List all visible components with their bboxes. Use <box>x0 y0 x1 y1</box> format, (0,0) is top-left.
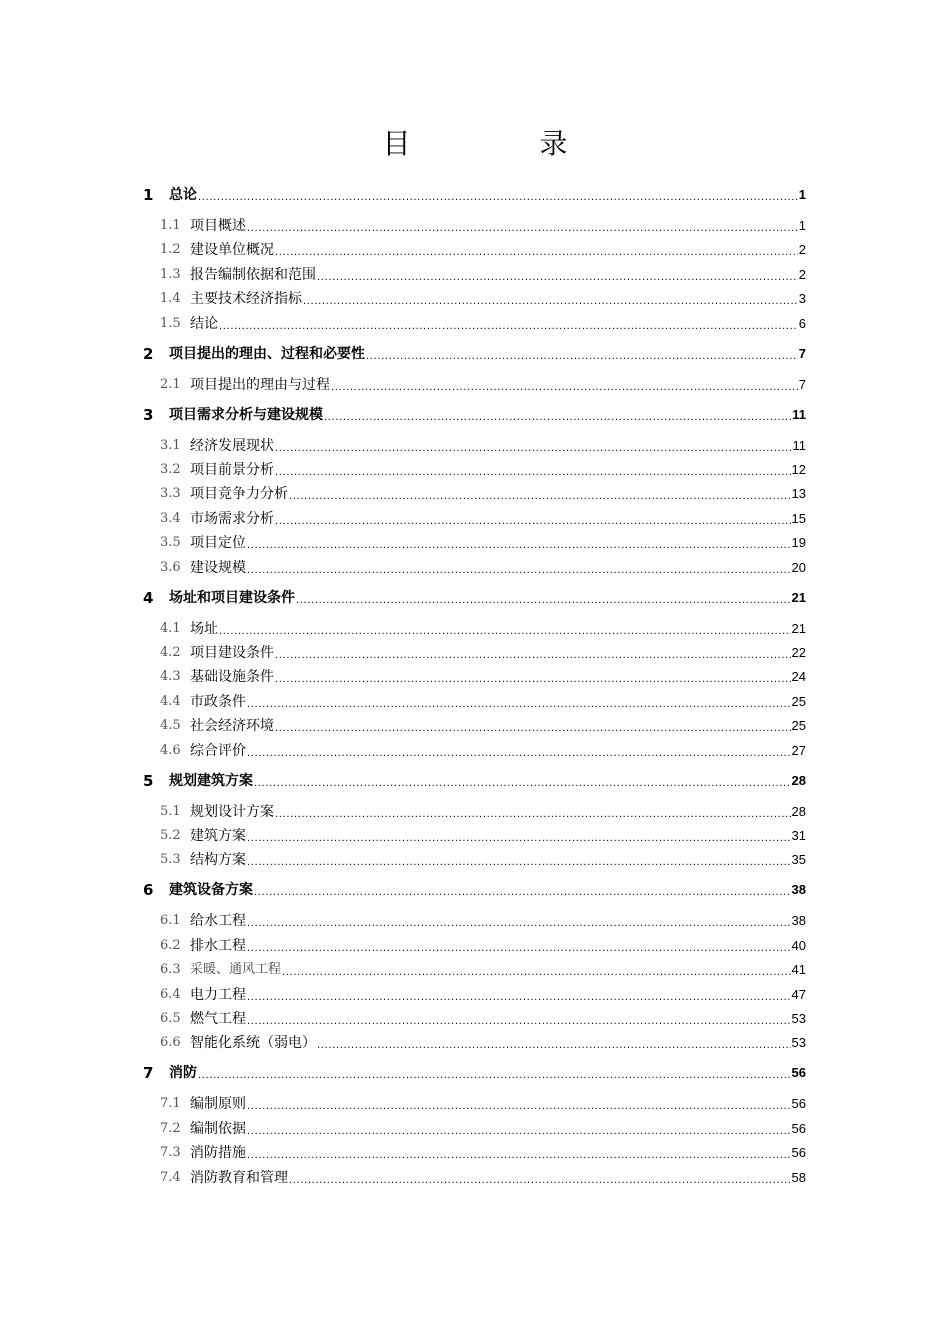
toc-dot-leader <box>275 435 792 457</box>
toc-section-entry[interactable] <box>160 313 806 335</box>
toc-dot-leader <box>254 770 791 792</box>
toc-dot-leader <box>317 264 798 286</box>
toc-entry-number: 6.5 <box>160 1011 181 1026</box>
toc-entry-number: 1 <box>143 186 154 204</box>
toc-entry-page: 2 <box>798 266 806 282</box>
toc-entry-label: 结构方案 <box>190 852 246 869</box>
toc-entry-label: 建筑设备方案 <box>169 882 253 899</box>
toc-entry-number: 1.2 <box>160 242 181 258</box>
toc-entry-number: 3.1 <box>160 437 181 453</box>
toc-entry-number: 4.2 <box>160 645 181 660</box>
toc-entry-page: 15 <box>791 510 806 526</box>
toc-entry-number: 3.2 <box>160 462 181 477</box>
toc-chapter-entry[interactable] <box>143 343 806 365</box>
toc-entry-label: 综合评价 <box>190 742 246 759</box>
toc-entry-number: 4.3 <box>160 669 181 685</box>
toc-entry-page: 6 <box>798 315 806 331</box>
toc-entry-page: 28 <box>791 772 806 788</box>
toc-entry-number: 4.5 <box>160 718 181 734</box>
toc-section-entry[interactable] <box>160 1142 806 1164</box>
toc-entry-page: 40 <box>791 937 806 953</box>
toc-dot-leader <box>275 801 791 823</box>
toc-dot-leader <box>289 483 791 505</box>
toc-entry-page: 47 <box>791 986 806 1002</box>
toc-entry-page: 38 <box>791 882 806 898</box>
toc-dot-leader <box>247 849 791 871</box>
toc-entry-page: 3 <box>798 291 806 307</box>
toc-entry-page: 11 <box>792 406 806 422</box>
toc-dot-leader <box>275 239 798 261</box>
toc-section-entry[interactable] <box>160 1093 806 1115</box>
toc-dot-leader <box>331 374 798 396</box>
toc-entry-number: 7.4 <box>160 1169 181 1185</box>
toc-entry-label: 报告编制依据和范围 <box>190 266 316 283</box>
toc-entry-number: 7.3 <box>160 1145 181 1161</box>
toc-dot-leader <box>247 557 791 579</box>
toc-entry-label: 项目提出的理由、过程和必要性 <box>169 345 365 362</box>
toc-section-entry[interactable] <box>160 825 806 847</box>
toc-entry-page: 56 <box>791 1145 806 1161</box>
toc-section-entry[interactable] <box>160 984 806 1006</box>
toc-entry-page: 53 <box>791 1011 806 1026</box>
toc-entry-page: 13 <box>791 486 806 502</box>
toc-entry-page: 56 <box>791 1096 806 1112</box>
toc-section-entry[interactable] <box>160 239 806 261</box>
toc-dot-leader <box>282 959 791 981</box>
toc-entry-page: 7 <box>798 345 806 361</box>
toc-dot-leader <box>275 715 791 737</box>
toc-dot-leader <box>198 1062 791 1084</box>
toc-section-entry[interactable] <box>160 1118 806 1140</box>
toc-section-entry[interactable] <box>160 715 806 737</box>
toc-entry-label: 项目建设条件 <box>190 645 274 661</box>
toc-entry-number: 6.4 <box>160 986 181 1002</box>
toc-entry-page: 28 <box>791 803 806 819</box>
toc-entry-label: 消防措施 <box>190 1145 246 1162</box>
toc-chapter-entry[interactable] <box>143 184 806 206</box>
toc-dot-leader <box>247 691 791 713</box>
toc-entry-number: 7 <box>143 1064 154 1083</box>
toc-entry-label: 排水工程 <box>190 937 246 954</box>
toc-dot-leader <box>219 618 791 640</box>
toc-entry-page: 35 <box>791 852 806 868</box>
toc-dot-leader <box>219 313 798 335</box>
toc-entry-label: 建筑方案 <box>190 828 246 844</box>
toc-entry-page: 19 <box>791 535 806 551</box>
toc-entry-label: 结论 <box>190 315 218 332</box>
toc-entry-number: 1.1 <box>160 218 181 233</box>
toc-dot-leader <box>247 910 791 932</box>
toc-entry-number: 6.6 <box>160 1035 181 1051</box>
toc-section-entry[interactable] <box>160 288 806 310</box>
toc-entry-number: 6.1 <box>160 913 181 929</box>
toc-entry-number: 1.4 <box>160 291 181 307</box>
toc-entry-label: 项目需求分析与建设规模 <box>169 406 323 423</box>
toc-section-entry[interactable] <box>160 215 806 237</box>
toc-entry-page: 41 <box>791 962 806 978</box>
toc-dot-leader <box>366 343 798 365</box>
toc-entry-label: 市场需求分析 <box>190 510 274 527</box>
toc-section-entry[interactable] <box>160 1032 806 1054</box>
toc-dot-leader <box>247 984 791 1006</box>
toc-dot-leader <box>275 459 791 481</box>
toc-entry-number: 7.2 <box>160 1120 181 1136</box>
toc-entry-page: 1 <box>798 187 806 202</box>
toc-dot-leader <box>247 1008 791 1030</box>
toc-dot-leader <box>275 666 791 688</box>
toc-section-entry[interactable] <box>160 1167 806 1189</box>
toc-entry-page: 21 <box>791 620 806 636</box>
page-title: 目 录 <box>382 127 628 160</box>
toc-chapter-entry[interactable] <box>143 879 806 901</box>
toc-section-entry[interactable] <box>160 374 806 396</box>
toc-section-entry[interactable] <box>160 618 806 640</box>
toc-entry-label: 社会经济环境 <box>190 718 274 735</box>
toc-entry-label: 项目前景分析 <box>190 462 274 478</box>
toc-dot-leader <box>296 587 791 609</box>
toc-entry-page: 56 <box>791 1120 806 1136</box>
toc-section-entry[interactable] <box>160 666 806 688</box>
toc-dot-leader <box>317 1032 791 1054</box>
toc-entry-page: 22 <box>791 645 806 660</box>
toc-entry-number: 6.2 <box>160 937 181 953</box>
toc-entry-label: 采暖、通风工程 <box>190 962 282 978</box>
toc-entry-number: 4.4 <box>160 693 181 709</box>
toc-section-entry[interactable] <box>160 459 806 481</box>
toc-entry-label: 规划建筑方案 <box>169 772 253 789</box>
toc-dot-leader <box>247 935 791 957</box>
toc-entry-number: 4.1 <box>160 620 181 636</box>
toc-section-entry[interactable] <box>160 849 806 871</box>
toc-dot-leader <box>247 825 791 847</box>
toc-entry-number: 5.3 <box>160 852 181 868</box>
toc-entry-number: 2 <box>143 344 154 363</box>
toc-entry-label: 总论 <box>169 187 197 203</box>
toc-section-entry[interactable] <box>160 801 806 823</box>
toc-entry-number: 6 <box>143 881 154 900</box>
toc-entry-page: 25 <box>791 693 806 709</box>
toc-section-entry[interactable] <box>160 959 806 981</box>
toc-dot-leader <box>289 1167 791 1189</box>
toc-entry-label: 基础设施条件 <box>190 669 274 686</box>
toc-section-entry[interactable] <box>160 910 806 932</box>
toc-entry-page: 21 <box>791 589 806 605</box>
toc-entry-label: 规划设计方案 <box>190 803 274 820</box>
toc-dot-leader <box>247 532 791 554</box>
toc-entry-number: 4 <box>143 588 154 607</box>
toc-dot-leader <box>247 1118 791 1140</box>
toc-entry-number: 5 <box>143 771 154 790</box>
toc-entry-label: 项目定位 <box>190 535 246 552</box>
toc-entry-page: 11 <box>792 437 806 453</box>
toc-entry-number: 4.6 <box>160 742 181 758</box>
toc-chapter-entry[interactable] <box>143 404 806 426</box>
toc-section-entry[interactable] <box>160 508 806 530</box>
toc-section-entry[interactable] <box>160 264 806 286</box>
toc-entry-label: 编制依据 <box>190 1120 246 1137</box>
toc-entry-number: 3.5 <box>160 535 181 551</box>
toc-entry-page: 53 <box>791 1035 806 1051</box>
toc-section-entry[interactable] <box>160 642 806 664</box>
toc-dot-leader <box>247 1093 791 1115</box>
toc-entry-page: 7 <box>798 376 806 392</box>
toc-dot-leader <box>254 879 791 901</box>
toc-dot-leader <box>247 1142 791 1164</box>
toc-entry-page: 56 <box>791 1065 806 1081</box>
toc-section-entry[interactable] <box>160 740 806 762</box>
toc-section-entry[interactable] <box>160 435 806 457</box>
toc-entry-page: 20 <box>791 559 806 575</box>
toc-entry-number: 2.1 <box>160 376 181 392</box>
toc-entry-number: 6.3 <box>160 962 181 978</box>
toc-entry-label: 建设规模 <box>190 559 246 576</box>
toc-dot-leader <box>247 215 798 237</box>
toc-entry-page: 27 <box>791 742 806 758</box>
toc-entry-page: 2 <box>798 242 806 258</box>
toc-entry-label: 消防 <box>169 1065 197 1082</box>
toc-entry-label: 智能化系统（弱电） <box>190 1035 316 1052</box>
toc-dot-leader <box>275 642 791 664</box>
toc-entry-label: 燃气工程 <box>190 1011 246 1027</box>
toc-entry-page: 1 <box>798 218 806 233</box>
toc-section-entry[interactable] <box>160 532 806 554</box>
toc-entry-label: 经济发展现状 <box>190 437 274 454</box>
toc-entry-page: 31 <box>791 828 806 843</box>
toc-entry-number: 5.2 <box>160 828 181 843</box>
toc-entry-number: 1.5 <box>160 315 181 331</box>
toc-entry-label: 市政条件 <box>190 693 246 710</box>
toc-dot-leader <box>275 508 791 530</box>
toc-section-entry[interactable] <box>160 557 806 579</box>
toc-entry-label: 给水工程 <box>190 913 246 930</box>
toc-entry-page: 12 <box>791 462 806 477</box>
toc-entry-page: 24 <box>791 669 806 685</box>
toc-entry-label: 项目竞争力分析 <box>190 486 288 503</box>
toc-dot-leader <box>324 404 791 426</box>
toc-section-entry[interactable] <box>160 1008 806 1030</box>
toc-section-entry[interactable] <box>160 691 806 713</box>
toc-entry-label: 项目概述 <box>190 218 246 234</box>
toc-section-entry[interactable] <box>160 935 806 957</box>
toc-dot-leader <box>303 288 798 310</box>
toc-chapter-entry[interactable] <box>143 1062 806 1084</box>
toc-entry-label: 建设单位概况 <box>190 242 274 259</box>
toc-entry-number: 3 <box>143 405 154 424</box>
toc-entry-number: 3.3 <box>160 486 181 502</box>
toc-entry-label: 项目提出的理由与过程 <box>190 376 330 393</box>
toc-entry-label: 场址 <box>190 620 218 637</box>
toc-entry-number: 5.1 <box>160 803 181 819</box>
toc-chapter-entry[interactable] <box>143 770 806 792</box>
toc-chapter-entry[interactable] <box>143 587 806 609</box>
toc-section-entry[interactable] <box>160 483 806 505</box>
toc-entry-number: 3.6 <box>160 559 181 575</box>
toc-entry-page: 38 <box>791 913 806 929</box>
toc-entry-page: 58 <box>791 1169 806 1185</box>
toc-entry-page: 25 <box>791 718 806 734</box>
toc-dot-leader <box>198 184 798 206</box>
toc-entry-label: 场址和项目建设条件 <box>169 589 295 606</box>
toc-entry-label: 主要技术经济指标 <box>190 291 302 308</box>
toc-entry-label: 电力工程 <box>190 986 246 1003</box>
toc-entry-number: 7.1 <box>160 1096 181 1112</box>
toc-entry-label: 消防教育和管理 <box>190 1169 288 1186</box>
toc-entry-label: 编制原则 <box>190 1096 246 1113</box>
toc-entry-number: 1.3 <box>160 266 181 282</box>
toc-dot-leader <box>247 740 791 762</box>
toc-entry-number: 3.4 <box>160 510 181 526</box>
